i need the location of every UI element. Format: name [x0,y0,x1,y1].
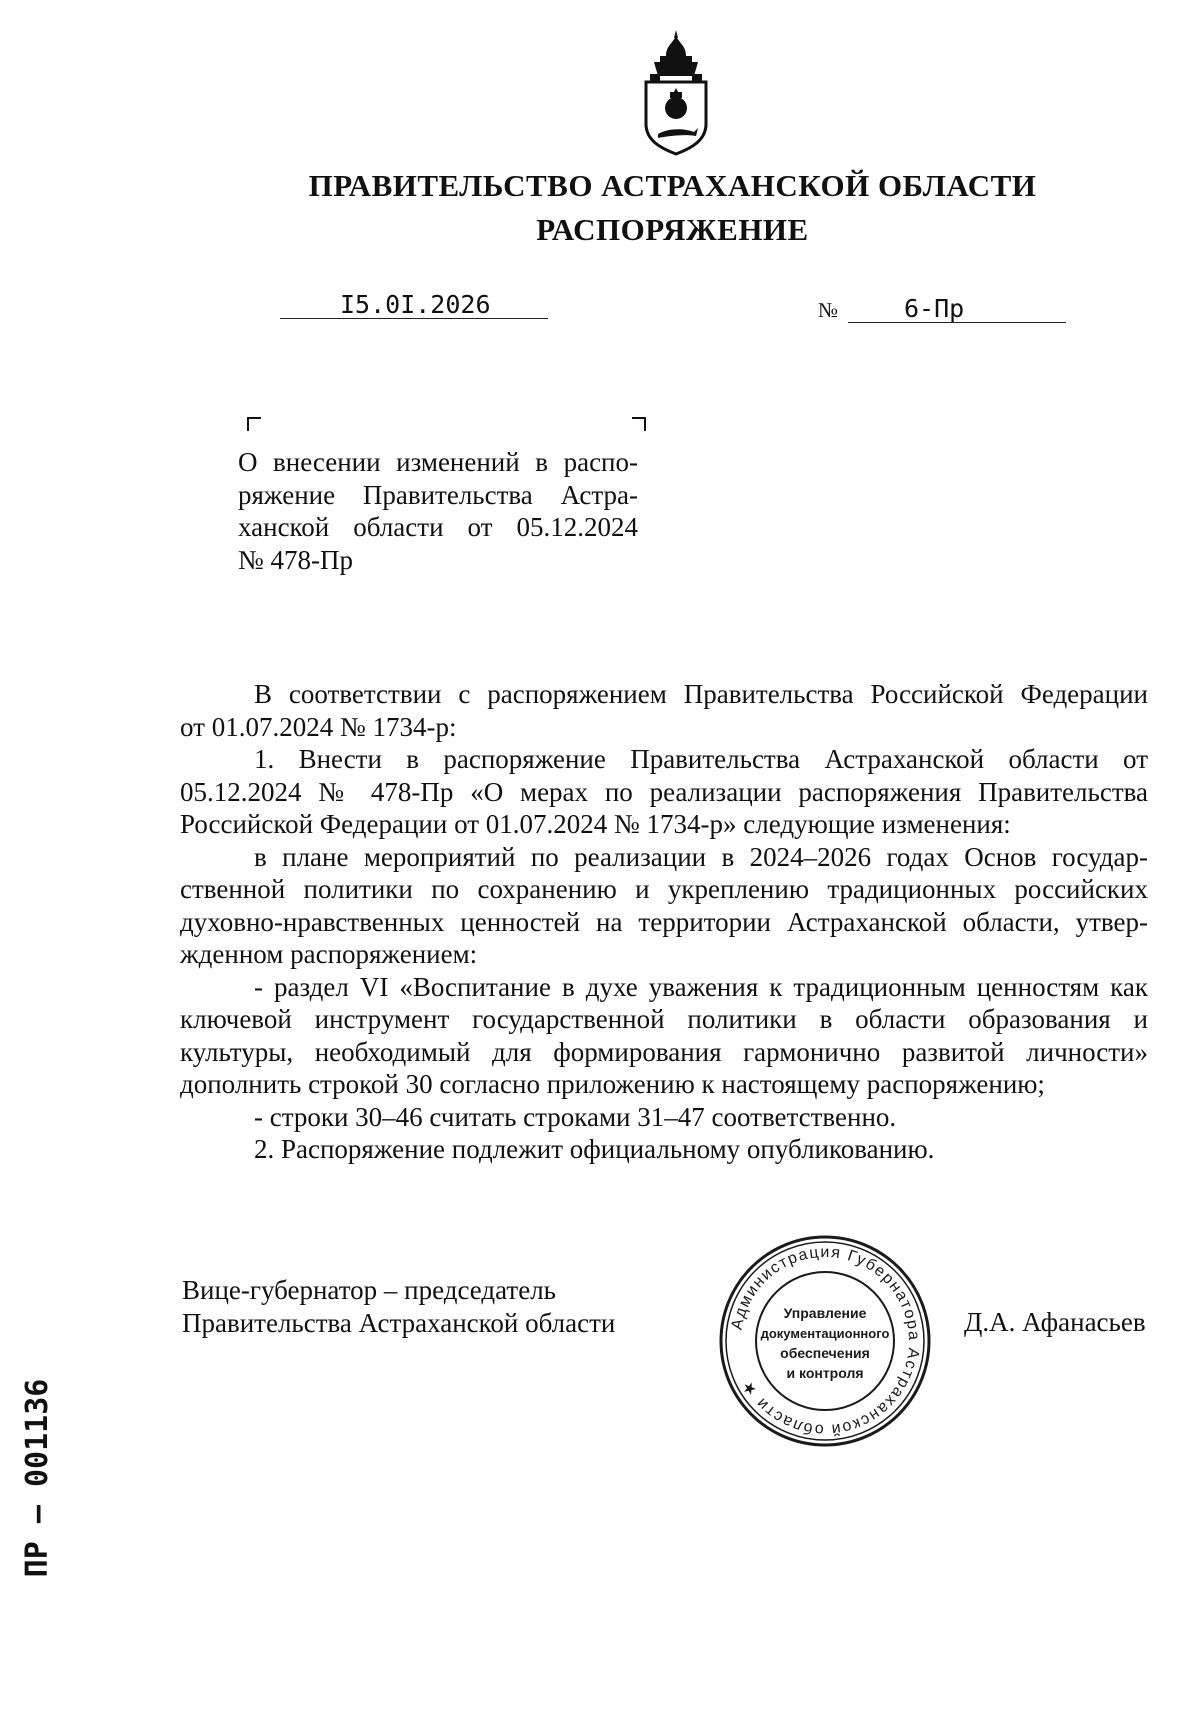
body-line: в плане мероприятий по реализации в 2024–2026 годах Основ государ- [254,841,1148,872]
subject-block [238,446,638,576]
body-line: духовно-нравственных ценностей на территории Астраханской области, утвер- [180,906,1148,937]
subject-line: ханской области от 05.12.2024 [238,512,638,542]
body-line: культуры, необходимый для формирования гармонично развитой личности» [180,1036,1148,1067]
subject-line: О внесении изменений в распо- [238,447,638,477]
body-line: ственной политики по сохранению и укреплению традиционных российских [180,874,1148,904]
body-line: 05.12.2024 № 478-Пр «О мерах по реализации распоряжения Правительства [180,776,1148,807]
stamp-center-line: документационного [760,1326,890,1341]
side-registration-code: ПР – 001136 [20,1378,55,1578]
bracket-corner-right [632,417,646,431]
body-line: жденном распоряжением: [180,939,478,969]
subject-line: ряжение Правительства Астра- [238,479,638,510]
body-line: - раздел VI «Воспитание в духе уважения к традиционным ценностям как [254,971,1148,1002]
body-line: дополнить строкой 30 согласно приложению к настоящему распоряжению; [180,1069,1045,1099]
stamp-center-line: обеспечения [780,1345,870,1361]
date-underline [280,318,548,319]
body-line: от 01.07.2024 № 1734-р: [180,711,457,742]
position-line: Правительства Астраханской области [182,1307,616,1338]
document-date: I5.0I.2026 [340,290,491,319]
official-stamp-seal [716,1232,934,1450]
stamp-ring-text: Администрация Губернатора Астраханской области ★ [728,1243,923,1439]
document-number: 6-Пр [904,294,965,323]
number-underline [848,322,1066,323]
body-line: В соответствии с распоряжением Правительства Российской Федерации [254,679,1148,709]
document-body [180,678,1148,1166]
body-line: Российской Федерации от 01.07.2024 № 1734-р» следующие изменения: [180,809,1011,839]
signatory-position [182,1274,615,1339]
body-line: - строки 30–46 считать строками 31–47 соответственно. [254,1101,897,1132]
document-type-title: РАСПОРЯЖЕНИЕ [536,212,809,247]
number-sign: № [818,298,839,322]
stamp-center-line: и контроля [786,1365,864,1381]
position-line: Вице-губернатор – председатель [182,1275,556,1305]
coat-of-arms-emblem [636,28,716,156]
bracket-corner-left [247,417,261,431]
body-line: ключевой инструмент государственной политики в области образования и [180,1004,1148,1034]
body-line: 2. Распоряжение подлежит официальному опубликованию. [254,1134,935,1164]
subject-line: № 478-Пр [238,544,354,575]
body-line: 1. Внести в распоряжение Правительства Астраханской области от [254,744,1148,774]
signatory-name: Д.А. Афанасьев [964,1307,1146,1337]
government-title: ПРАВИТЕЛЬСТВО АСТРАХАНСКОЙ ОБЛАСТИ [308,168,1037,203]
stamp-center-line: Управление [783,1305,867,1321]
